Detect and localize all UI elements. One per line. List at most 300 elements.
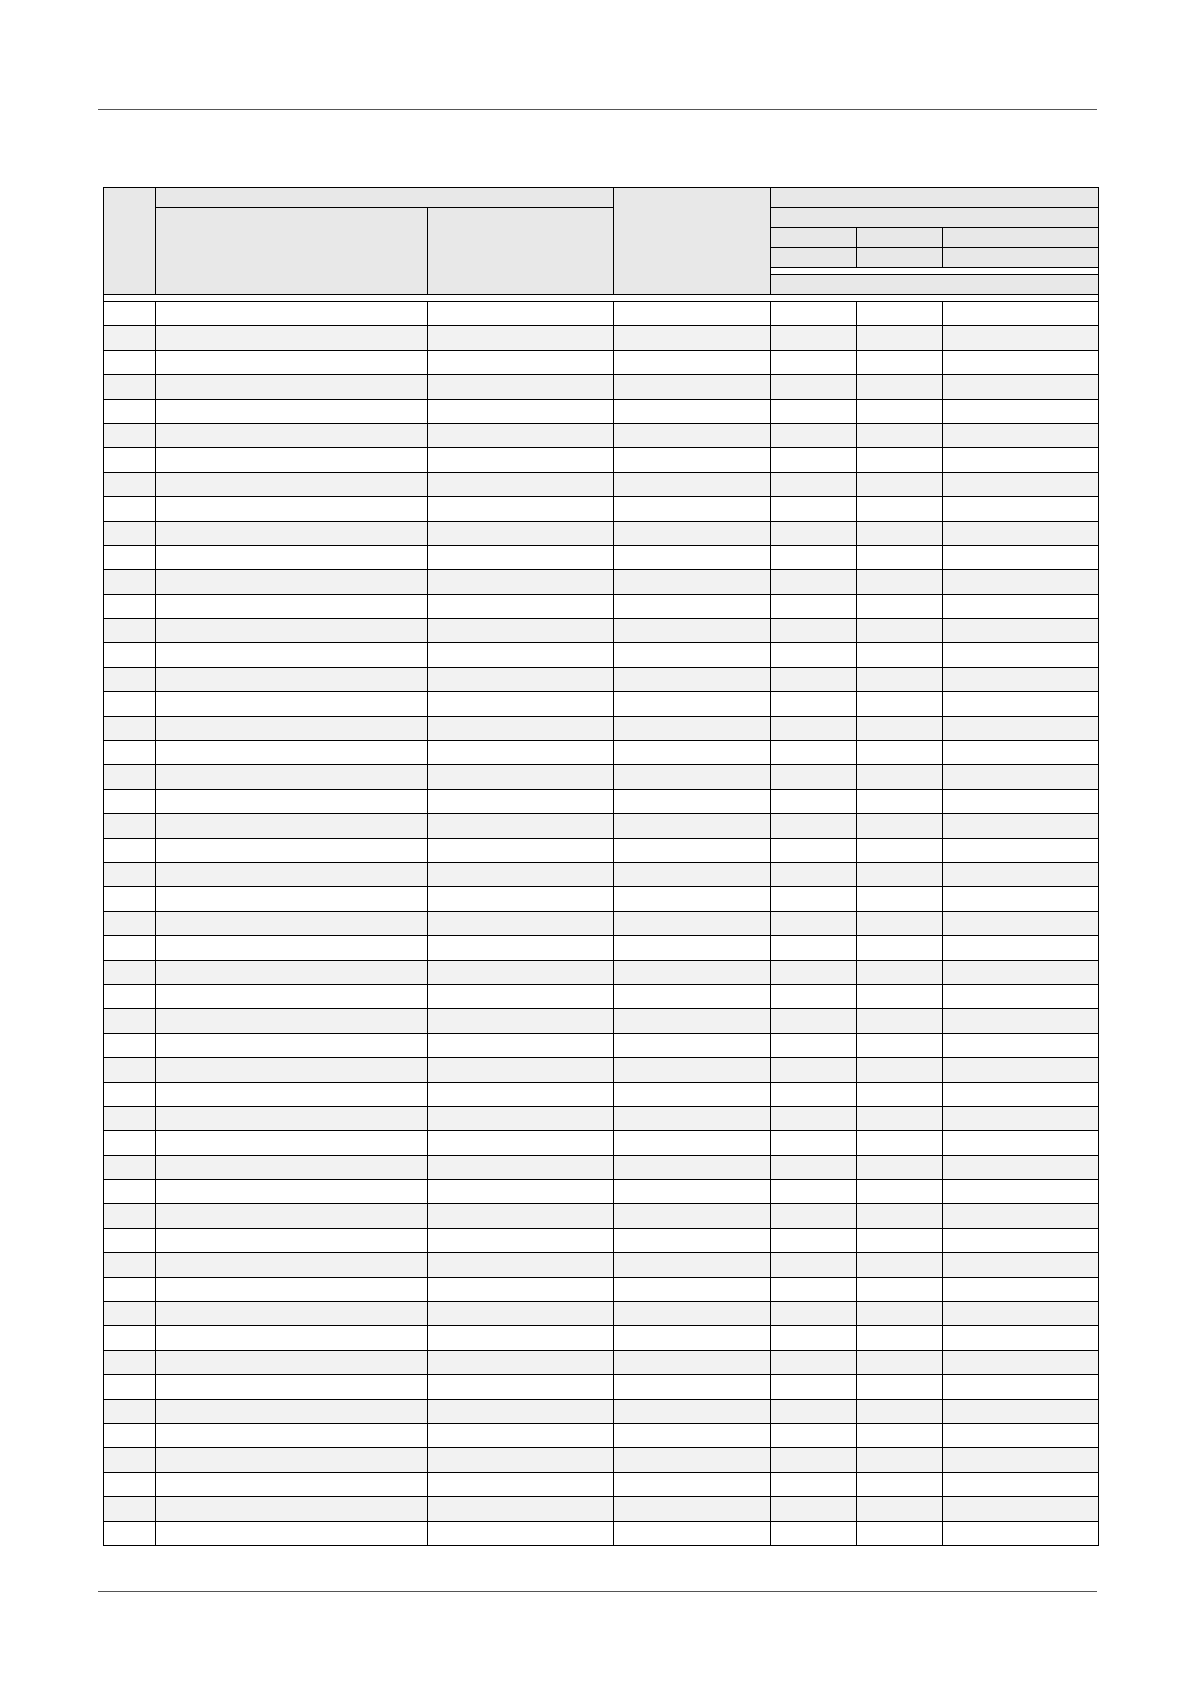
form-cell [857,643,943,667]
form-cell [771,643,857,667]
form-cell [857,619,943,643]
form-cell [771,594,857,618]
form-row [104,765,1099,789]
form-cell [614,1375,771,1399]
form-cell [943,1399,1099,1423]
form-cell [156,1204,428,1228]
form-cell [428,1155,614,1179]
form-cell [943,521,1099,545]
form-row [104,1448,1099,1472]
form-cell [857,1472,943,1496]
form-cell [771,741,857,765]
form-cell [104,1423,156,1447]
form-cell [857,1497,943,1521]
form-cell [857,667,943,691]
form-cell [943,692,1099,716]
form-cell [156,1180,428,1204]
form-cell [857,1253,943,1277]
footer-rule [98,1591,1097,1592]
form-cell [771,936,857,960]
form-cell [156,960,428,984]
form-cell [156,716,428,740]
form-cell [156,423,428,447]
form-cell [156,838,428,862]
form-cell [156,862,428,886]
form-cell [428,1058,614,1082]
form-cell [943,887,1099,911]
form-cell [943,472,1099,496]
form-row [104,423,1099,447]
form-cell [428,302,614,326]
form-cell [614,448,771,472]
form-cell [614,1277,771,1301]
form-cell [614,789,771,813]
form-cell [771,911,857,935]
form-cell [104,1521,156,1545]
form-cell [771,716,857,740]
form-cell [428,1033,614,1057]
form-row [104,960,1099,984]
form-row [104,1131,1099,1155]
form-cell [857,1350,943,1374]
form-cell [156,1399,428,1423]
form-cell [857,936,943,960]
form-cell [771,1302,857,1326]
header-cell-d3b [943,248,1099,268]
form-cell [771,960,857,984]
form-cell [104,545,156,569]
form-cell [156,1497,428,1521]
form-row [104,936,1099,960]
form-cell [857,375,943,399]
form-cell [614,814,771,838]
form-cell [156,472,428,496]
form-cell [614,1155,771,1179]
form-cell [428,741,614,765]
form-cell [771,1399,857,1423]
form-cell [943,1302,1099,1326]
form-cell [156,326,428,350]
form-cell [428,1009,614,1033]
form-cell [943,594,1099,618]
form-cell [771,1204,857,1228]
form-cell [428,936,614,960]
form-cell [943,1058,1099,1082]
form-cell [104,1448,156,1472]
form-cell [771,302,857,326]
form-cell [771,1497,857,1521]
form-cell [771,1106,857,1130]
form-cell [614,326,771,350]
form-cell [614,1521,771,1545]
form-cell [857,1375,943,1399]
form-row [104,521,1099,545]
form-cell [857,497,943,521]
form-cell [614,570,771,594]
form-cell [104,1472,156,1496]
form-cell [857,423,943,447]
form-cell [614,1033,771,1057]
form-cell [104,984,156,1008]
form-row [104,1009,1099,1033]
form-cell [614,643,771,667]
form-cell [857,1302,943,1326]
form-cell [943,1423,1099,1447]
form-row [104,1253,1099,1277]
form-cell [104,911,156,935]
form-cell [428,911,614,935]
form-cell [614,1326,771,1350]
form-cell [771,1228,857,1252]
form-cell [156,1253,428,1277]
form-cell [156,911,428,935]
form-cell [104,1375,156,1399]
form-cell [943,1521,1099,1545]
header-cell-d1b [771,248,857,268]
form-cell [614,862,771,886]
form-row [104,1521,1099,1545]
form-row [104,814,1099,838]
form-cell [156,399,428,423]
form-cell [771,1472,857,1496]
form-cell [104,1204,156,1228]
form-row [104,838,1099,862]
form-cell [428,326,614,350]
form-cell [104,1253,156,1277]
form-cell [428,594,614,618]
form-cell [104,326,156,350]
form-cell [156,497,428,521]
form-cell [943,1277,1099,1301]
form-cell [943,1326,1099,1350]
form-cell [943,1448,1099,1472]
form-cell [857,302,943,326]
form-cell [857,1155,943,1179]
form-cell [614,741,771,765]
form-cell [614,1082,771,1106]
form-cell [857,1033,943,1057]
form-cell [943,741,1099,765]
form-cell [943,302,1099,326]
form-cell [156,521,428,545]
form-cell [156,1106,428,1130]
form-cell [943,1106,1099,1130]
form-cell [857,1326,943,1350]
form-cell [104,692,156,716]
form-cell [771,399,857,423]
form-cell [771,448,857,472]
form-cell [771,423,857,447]
form-row [104,570,1099,594]
form-cell [857,570,943,594]
form-row [104,1155,1099,1179]
form-cell [771,545,857,569]
form-row [104,667,1099,691]
form-cell [943,716,1099,740]
form-cell [156,1448,428,1472]
form-cell [428,643,614,667]
header-cell-a1 [156,208,428,295]
form-cell [771,1155,857,1179]
form-cell [156,619,428,643]
form-cell [857,1131,943,1155]
header-cell-d2b [857,248,943,268]
form-cell [771,1350,857,1374]
form-cell [857,838,943,862]
form-cell [428,619,614,643]
form-cell [857,716,943,740]
form-cell [428,1228,614,1252]
form-cell [614,1228,771,1252]
form-cell [614,838,771,862]
form-cell [771,984,857,1008]
form-cell [943,399,1099,423]
form-cell [771,326,857,350]
form-cell [104,1058,156,1082]
form-cell [104,1228,156,1252]
form-cell [156,1033,428,1057]
form-row [104,619,1099,643]
form-cell [104,1180,156,1204]
form-cell [614,1131,771,1155]
form-cell [156,1277,428,1301]
form-cell [857,350,943,374]
form-cell [943,789,1099,813]
form-cell [428,765,614,789]
form-cell [428,1131,614,1155]
form-row [104,545,1099,569]
form-cell [943,1375,1099,1399]
header-cell-index [104,188,156,295]
form-row [104,594,1099,618]
form-cell [104,350,156,374]
form-cell [156,448,428,472]
form-cell [428,1277,614,1301]
form-row [104,1058,1099,1082]
form-cell [943,545,1099,569]
form-cell [428,1253,614,1277]
form-cell [428,1375,614,1399]
form-cell [771,1326,857,1350]
header-cell-a2 [428,208,614,295]
form-row [104,1472,1099,1496]
form-cell [156,692,428,716]
form-cell [943,1082,1099,1106]
form-cell [771,1375,857,1399]
form-cell [614,1350,771,1374]
form-cell [771,1253,857,1277]
form-cell [857,862,943,886]
form-row [104,399,1099,423]
form-cell [771,1131,857,1155]
form-cell [156,643,428,667]
form-header [104,188,1099,302]
form-cell [156,1009,428,1033]
form-cell [857,448,943,472]
form-cell [428,716,614,740]
form-cell [614,1009,771,1033]
form-cell [857,1277,943,1301]
form-cell [428,814,614,838]
form-cell [428,692,614,716]
form-row [104,375,1099,399]
form-cell [428,375,614,399]
form-cell [857,399,943,423]
form-cell [428,1399,614,1423]
form-cell [943,984,1099,1008]
form-cell [943,350,1099,374]
form-cell [771,814,857,838]
form-row [104,472,1099,496]
form-cell [771,667,857,691]
form-cell [428,1106,614,1130]
form-cell [614,1180,771,1204]
form-cell [428,1423,614,1447]
form-cell [428,984,614,1008]
form-cell [614,1302,771,1326]
form-row [104,302,1099,326]
form-cell [156,302,428,326]
form-cell [156,1350,428,1374]
form-cell [614,521,771,545]
form-cell [857,545,943,569]
form-cell [104,1497,156,1521]
form-cell [104,1009,156,1033]
form-row [104,911,1099,935]
header-cell-d3 [943,228,1099,248]
form-cell [943,375,1099,399]
form-cell [943,765,1099,789]
form-cell [771,1423,857,1447]
form-cell [614,1497,771,1521]
form-row [104,448,1099,472]
form-cell [428,960,614,984]
form-cell [428,789,614,813]
form-cell [614,1399,771,1423]
form-cell [943,1204,1099,1228]
form-cell [614,619,771,643]
header-cell-d2 [857,228,943,248]
form-cell [156,789,428,813]
form-cell [614,545,771,569]
form-cell [857,1204,943,1228]
form-cell [943,911,1099,935]
form-cell [156,1155,428,1179]
form-cell [156,667,428,691]
form-row [104,1423,1099,1447]
form-cell [857,1521,943,1545]
form-cell [614,472,771,496]
header-cell-c [614,188,771,295]
form-row [104,741,1099,765]
form-row [104,1375,1099,1399]
form-cell [771,1180,857,1204]
form-cell [614,667,771,691]
form-cell [428,423,614,447]
form-cell [943,960,1099,984]
form-cell [771,887,857,911]
form-cell [156,1375,428,1399]
form-cell [428,497,614,521]
header-rule [98,109,1097,110]
form-cell [771,570,857,594]
form-row [104,692,1099,716]
form-cell [857,741,943,765]
form-cell [943,838,1099,862]
form-cell [943,1033,1099,1057]
form-cell [857,1399,943,1423]
form-cell [771,497,857,521]
form-cell [104,960,156,984]
form-cell [614,765,771,789]
form-cell [428,570,614,594]
form-cell [857,1448,943,1472]
form-cell [857,472,943,496]
form-cell [943,936,1099,960]
form-row [104,862,1099,886]
form-cell [771,862,857,886]
form-cell [104,765,156,789]
form-cell [156,814,428,838]
form-cell [156,1131,428,1155]
form-cell [156,1228,428,1252]
form-cell [614,1253,771,1277]
form-cell [104,1033,156,1057]
form-cell [104,1106,156,1130]
form-cell [614,1472,771,1496]
form-cell [156,545,428,569]
header-cell-group-a [156,188,614,208]
form-cell [614,1448,771,1472]
form-cell [104,814,156,838]
form-cell [614,1204,771,1228]
form-row [104,1106,1099,1130]
form-row [104,1326,1099,1350]
form-cell [857,1106,943,1130]
form-cell [428,1302,614,1326]
form-cell [614,692,771,716]
form-cell [156,1302,428,1326]
form-cell [614,1106,771,1130]
form-row [104,1497,1099,1521]
form-cell [943,326,1099,350]
form-cell [428,1472,614,1496]
form-cell [156,570,428,594]
form-row [104,887,1099,911]
form-cell [104,789,156,813]
form-cell [104,521,156,545]
form-cell [943,1472,1099,1496]
form-cell [771,1448,857,1472]
form-cell [943,1131,1099,1155]
form-cell [857,1009,943,1033]
form-cell [104,619,156,643]
form-cell [771,692,857,716]
form-cell [428,1497,614,1521]
form-cell [104,741,156,765]
form-cell [943,570,1099,594]
form-cell [857,1058,943,1082]
header-divider [104,295,1099,302]
form-cell [943,1228,1099,1252]
header-cell-d1 [771,228,857,248]
form-row [104,1204,1099,1228]
form-cell [104,1155,156,1179]
form-cell [428,1326,614,1350]
form-cell [156,741,428,765]
form-cell [104,423,156,447]
form-cell [104,375,156,399]
